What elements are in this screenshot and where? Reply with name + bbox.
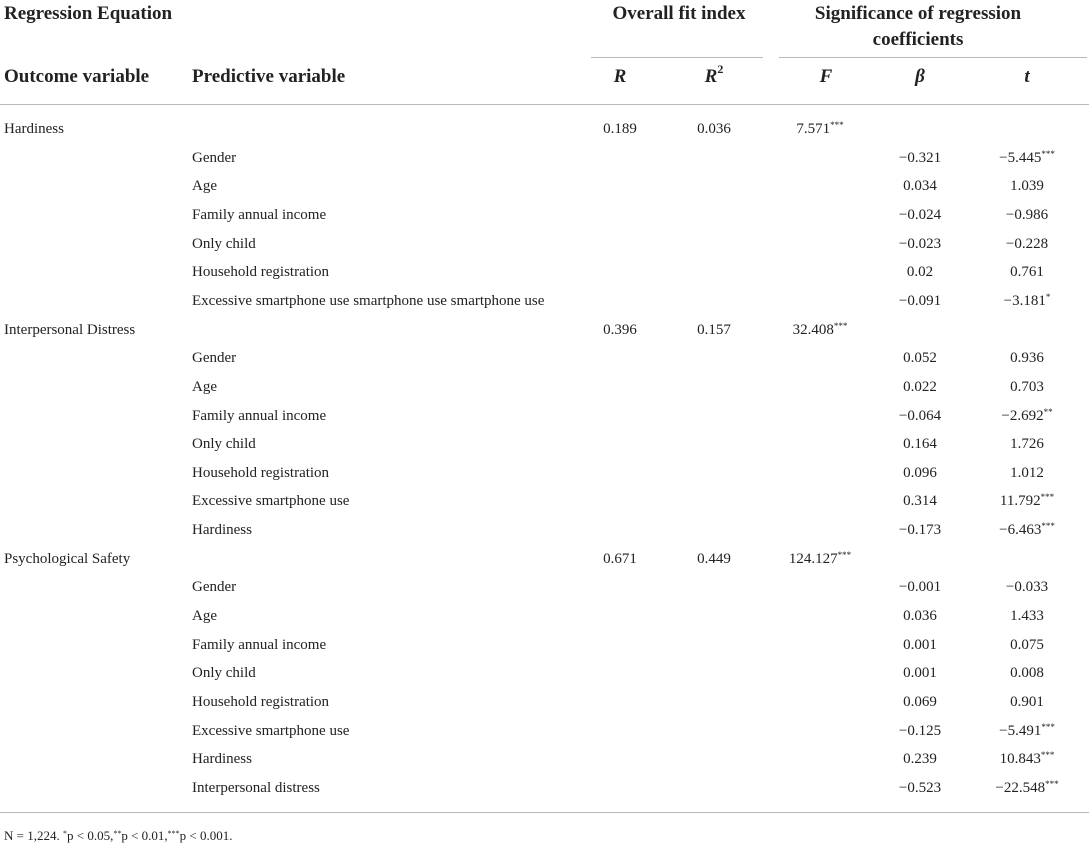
- cell-predictor: Only child: [192, 665, 256, 681]
- cell-predictor: Interpersonal distress: [192, 780, 320, 796]
- cell-t: 1.726: [1010, 436, 1044, 452]
- cell-f: 124.127***: [788, 550, 852, 567]
- cell-predictor: Age: [192, 178, 217, 194]
- cell-predictor: Family annual income: [192, 207, 327, 223]
- cell-t: 11.792***: [999, 492, 1055, 509]
- rule-significance: [779, 57, 1087, 58]
- col-r: R: [613, 66, 627, 87]
- cell-predictor: Only child: [192, 236, 256, 252]
- cell-outcome: Hardiness: [4, 121, 64, 137]
- table-footnote: N = 1,224. *p < 0.05,**p < 0.01,***p < 0.001.: [4, 828, 233, 843]
- cell-t: −0.033: [1005, 579, 1049, 595]
- cell-r2: 0.449: [697, 551, 731, 567]
- cell-predictor: Hardiness: [192, 522, 252, 538]
- cell-predictor: Hardiness: [192, 751, 252, 767]
- cell-t: −5.491***: [999, 722, 1055, 739]
- significance-marker: *: [1045, 292, 1051, 302]
- header-overall-fit-index: Overall fit index: [612, 3, 746, 24]
- significance-marker: ***: [1045, 779, 1059, 789]
- cell-beta: −0.023: [898, 236, 942, 252]
- cell-r: 0.396: [603, 322, 637, 338]
- cell-beta: 0.052: [903, 350, 937, 366]
- significance-marker: ***: [1041, 521, 1055, 531]
- cell-t: 0.008: [1010, 665, 1044, 681]
- cell-t: −0.228: [1005, 236, 1049, 252]
- cell-beta: −0.523: [898, 780, 942, 796]
- significance-marker: ***: [1041, 149, 1055, 159]
- cell-r2: 0.036: [697, 121, 731, 137]
- cell-t: −3.181*: [1003, 292, 1051, 309]
- cell-beta: 0.164: [903, 436, 937, 452]
- col-r-squared: $R^2$: [704, 62, 724, 87]
- rule-header-bottom: [0, 104, 1089, 105]
- cell-r2: 0.157: [697, 322, 731, 338]
- cell-predictor: Excessive smartphone use: [192, 493, 350, 509]
- cell-predictor: Age: [192, 608, 217, 624]
- significance-marker: ***: [830, 120, 844, 130]
- significance-marker: ***: [1041, 722, 1055, 732]
- cell-t: 1.433: [1010, 608, 1044, 624]
- cell-beta: 0.02: [906, 264, 934, 280]
- cell-predictor: Excessive smartphone use smartphone use smartphone use: [192, 293, 545, 309]
- cell-t: −6.463***: [999, 521, 1055, 538]
- cell-beta: 0.069: [903, 694, 937, 710]
- cell-t: −0.986: [1005, 207, 1049, 223]
- cell-beta: −0.321: [898, 150, 942, 166]
- header-significance-line1: Significance of regression: [814, 3, 1022, 24]
- rule-table-bottom: [0, 812, 1089, 813]
- rule-fit-index: [591, 57, 763, 58]
- cell-beta: −0.001: [898, 579, 942, 595]
- col-f: F: [819, 66, 833, 87]
- col-predictive-variable: Predictive variable: [192, 66, 346, 87]
- cell-t: 0.075: [1010, 637, 1044, 653]
- cell-beta: 0.034: [903, 178, 937, 194]
- cell-f: 7.571***: [796, 120, 844, 137]
- cell-predictor: Age: [192, 379, 217, 395]
- cell-t: 0.703: [1010, 379, 1044, 395]
- cell-beta: −0.173: [898, 522, 942, 538]
- cell-beta: 0.096: [903, 465, 937, 481]
- cell-t: −5.445***: [999, 149, 1055, 166]
- col-beta: β: [915, 66, 925, 87]
- cell-predictor: Gender: [192, 350, 237, 366]
- cell-beta: 0.001: [903, 665, 937, 681]
- cell-t: 0.901: [1010, 694, 1044, 710]
- cell-t: −2.692**: [1001, 407, 1053, 424]
- cell-beta: −0.064: [898, 408, 942, 424]
- col-t: t: [1024, 66, 1030, 87]
- cell-predictor: Household registration: [192, 694, 330, 710]
- cell-t: 1.039: [1010, 178, 1044, 194]
- significance-marker: ***: [1040, 492, 1055, 502]
- cell-beta: 0.022: [903, 379, 937, 395]
- cell-predictor: Only child: [192, 436, 256, 452]
- cell-predictor: Gender: [192, 150, 237, 166]
- header-regression-equation: Regression Equation: [4, 3, 173, 24]
- significance-marker: ***: [837, 550, 852, 560]
- cell-beta: −0.091: [898, 293, 942, 309]
- cell-predictor: Family annual income: [192, 637, 327, 653]
- cell-predictor: Gender: [192, 579, 237, 595]
- cell-r: 0.189: [603, 121, 637, 137]
- cell-beta: 0.036: [903, 608, 937, 624]
- cell-predictor: Excessive smartphone use: [192, 723, 350, 739]
- cell-outcome: Interpersonal Distress: [4, 322, 136, 338]
- cell-f: 32.408***: [792, 321, 848, 338]
- cell-predictor: Household registration: [192, 465, 330, 481]
- cell-t: 0.761: [1010, 264, 1044, 280]
- cell-t: 10.843***: [999, 750, 1055, 767]
- cell-outcome: Psychological Safety: [4, 551, 131, 567]
- cell-t: −22.548***: [995, 779, 1059, 796]
- col-outcome-variable: Outcome variable: [4, 66, 150, 87]
- cell-t: 1.012: [1010, 465, 1044, 481]
- cell-r: 0.671: [603, 551, 637, 567]
- significance-marker: ***: [1040, 750, 1055, 760]
- cell-beta: −0.125: [898, 723, 942, 739]
- cell-beta: 0.001: [903, 637, 937, 653]
- significance-marker: **: [1043, 407, 1053, 417]
- significance-marker: ***: [833, 321, 848, 331]
- cell-t: 0.936: [1010, 350, 1044, 366]
- cell-predictor: Household registration: [192, 264, 330, 280]
- cell-beta: 0.314: [903, 493, 937, 509]
- cell-predictor: Family annual income: [192, 408, 327, 424]
- cell-beta: 0.239: [903, 751, 937, 767]
- header-significance-line2: coefficients: [872, 29, 964, 50]
- cell-beta: −0.024: [898, 207, 942, 223]
